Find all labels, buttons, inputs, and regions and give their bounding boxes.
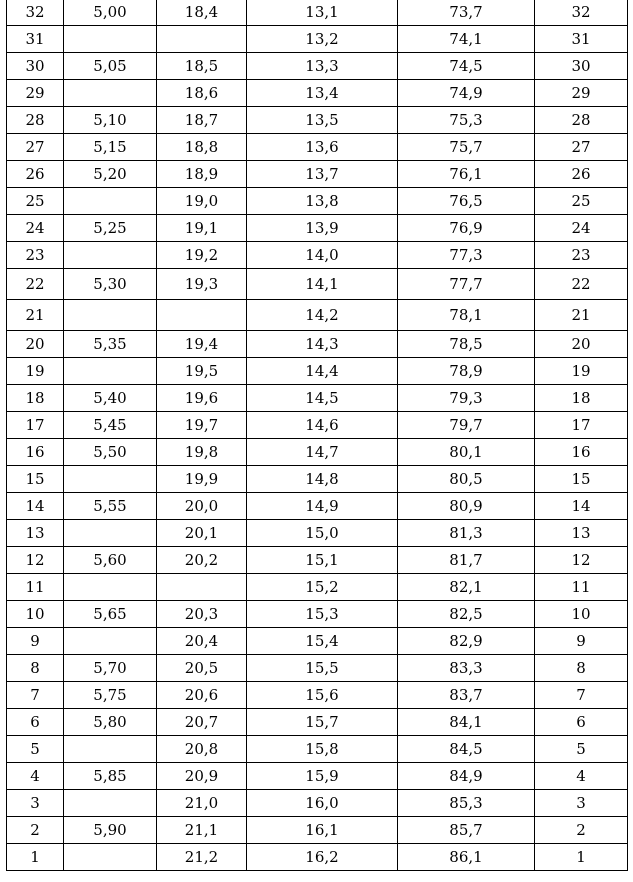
points-right-cell: 28 <box>535 107 628 134</box>
points-left-cell: 2 <box>7 817 64 844</box>
table-row <box>7 439 628 466</box>
points-left-cell: 11 <box>7 574 64 601</box>
points-right-cell: 14 <box>535 493 628 520</box>
points-right-cell: 15 <box>535 466 628 493</box>
value-a-cell: 5,20 <box>64 161 157 188</box>
value-d-cell: 83,7 <box>398 682 535 709</box>
value-b-cell: 19,8 <box>157 439 247 466</box>
value-a-cell: 5,15 <box>64 134 157 161</box>
points-right-cell: 2 <box>535 817 628 844</box>
points-right-cell: 23 <box>535 242 628 269</box>
table-row <box>7 736 628 763</box>
points-left-cell: 10 <box>7 601 64 628</box>
points-left-cell: 7 <box>7 682 64 709</box>
points-right-cell: 25 <box>535 188 628 215</box>
value-b-cell <box>157 26 247 53</box>
value-a-cell: 5,45 <box>64 412 157 439</box>
points-left-cell: 27 <box>7 134 64 161</box>
points-left-cell: 1 <box>7 844 64 871</box>
points-right-cell: 21 <box>535 300 628 331</box>
value-c-cell: 15,6 <box>247 682 398 709</box>
value-c-cell: 14,2 <box>247 300 398 331</box>
value-b-cell: 19,7 <box>157 412 247 439</box>
value-b-cell: 19,4 <box>157 331 247 358</box>
value-d-cell: 84,9 <box>398 763 535 790</box>
value-a-cell: 5,40 <box>64 385 157 412</box>
value-c-cell: 14,8 <box>247 466 398 493</box>
points-right-cell: 10 <box>535 601 628 628</box>
value-a-cell: 5,70 <box>64 655 157 682</box>
value-c-cell: 16,2 <box>247 844 398 871</box>
table-row <box>7 0 628 26</box>
value-b-cell: 20,8 <box>157 736 247 763</box>
points-left-cell: 24 <box>7 215 64 242</box>
value-b-cell: 18,7 <box>157 107 247 134</box>
table-row <box>7 53 628 80</box>
table-row <box>7 358 628 385</box>
value-b-cell: 19,3 <box>157 269 247 300</box>
table-row <box>7 628 628 655</box>
value-c-cell: 14,0 <box>247 242 398 269</box>
points-left-cell: 31 <box>7 26 64 53</box>
value-c-cell: 14,5 <box>247 385 398 412</box>
value-d-cell: 73,7 <box>398 0 535 26</box>
value-a-cell: 5,35 <box>64 331 157 358</box>
value-d-cell: 74,5 <box>398 53 535 80</box>
value-a-cell <box>64 736 157 763</box>
value-a-cell <box>64 574 157 601</box>
table-row <box>7 188 628 215</box>
value-b-cell <box>157 300 247 331</box>
value-b-cell: 20,2 <box>157 547 247 574</box>
value-c-cell: 16,1 <box>247 817 398 844</box>
points-left-cell: 4 <box>7 763 64 790</box>
value-d-cell: 75,3 <box>398 107 535 134</box>
value-b-cell: 19,1 <box>157 215 247 242</box>
points-left-cell: 6 <box>7 709 64 736</box>
table-row <box>7 385 628 412</box>
value-d-cell: 85,3 <box>398 790 535 817</box>
value-c-cell: 15,9 <box>247 763 398 790</box>
table-row <box>7 709 628 736</box>
points-right-cell: 6 <box>535 709 628 736</box>
points-left-cell: 19 <box>7 358 64 385</box>
table-row <box>7 790 628 817</box>
value-b-cell: 20,3 <box>157 601 247 628</box>
points-right-cell: 31 <box>535 26 628 53</box>
table-row <box>7 161 628 188</box>
value-a-cell <box>64 844 157 871</box>
points-left-cell: 25 <box>7 188 64 215</box>
points-left-cell: 23 <box>7 242 64 269</box>
points-right-cell: 30 <box>535 53 628 80</box>
points-right-cell: 24 <box>535 215 628 242</box>
points-left-cell: 15 <box>7 466 64 493</box>
value-c-cell: 13,3 <box>247 53 398 80</box>
value-b-cell: 21,0 <box>157 790 247 817</box>
value-c-cell: 13,1 <box>247 0 398 26</box>
table-row <box>7 655 628 682</box>
value-b-cell: 18,4 <box>157 0 247 26</box>
points-left-cell: 8 <box>7 655 64 682</box>
points-left-cell: 29 <box>7 80 64 107</box>
value-c-cell: 14,4 <box>247 358 398 385</box>
value-a-cell <box>64 628 157 655</box>
value-a-cell <box>64 466 157 493</box>
value-c-cell: 16,0 <box>247 790 398 817</box>
points-right-cell: 18 <box>535 385 628 412</box>
value-b-cell <box>157 574 247 601</box>
table-row <box>7 763 628 790</box>
table-row <box>7 412 628 439</box>
table-row <box>7 547 628 574</box>
value-b-cell: 19,0 <box>157 188 247 215</box>
value-b-cell: 18,9 <box>157 161 247 188</box>
points-right-cell: 5 <box>535 736 628 763</box>
points-right-cell: 12 <box>535 547 628 574</box>
value-d-cell: 78,1 <box>398 300 535 331</box>
value-d-cell: 84,1 <box>398 709 535 736</box>
points-right-cell: 17 <box>535 412 628 439</box>
value-a-cell <box>64 790 157 817</box>
value-d-cell: 74,9 <box>398 80 535 107</box>
value-a-cell: 5,90 <box>64 817 157 844</box>
value-d-cell: 81,7 <box>398 547 535 574</box>
value-b-cell: 19,5 <box>157 358 247 385</box>
value-d-cell: 82,9 <box>398 628 535 655</box>
value-a-cell: 5,85 <box>64 763 157 790</box>
value-a-cell: 5,00 <box>64 0 157 26</box>
table-row <box>7 844 628 871</box>
value-d-cell: 84,5 <box>398 736 535 763</box>
value-c-cell: 14,3 <box>247 331 398 358</box>
value-a-cell <box>64 242 157 269</box>
value-d-cell: 79,7 <box>398 412 535 439</box>
table-row <box>7 817 628 844</box>
value-a-cell <box>64 188 157 215</box>
value-b-cell: 20,0 <box>157 493 247 520</box>
points-right-cell: 22 <box>535 269 628 300</box>
table-row <box>7 601 628 628</box>
value-d-cell: 77,3 <box>398 242 535 269</box>
value-d-cell: 76,1 <box>398 161 535 188</box>
points-right-cell: 1 <box>535 844 628 871</box>
points-right-cell: 16 <box>535 439 628 466</box>
points-right-cell: 27 <box>535 134 628 161</box>
points-left-cell: 3 <box>7 790 64 817</box>
points-left-cell: 20 <box>7 331 64 358</box>
points-right-cell: 26 <box>535 161 628 188</box>
points-left-cell: 26 <box>7 161 64 188</box>
value-d-cell: 75,7 <box>398 134 535 161</box>
points-left-cell: 30 <box>7 53 64 80</box>
value-d-cell: 78,9 <box>398 358 535 385</box>
value-c-cell: 13,5 <box>247 107 398 134</box>
points-left-cell: 12 <box>7 547 64 574</box>
value-b-cell: 19,9 <box>157 466 247 493</box>
table-row <box>7 466 628 493</box>
points-left-cell: 5 <box>7 736 64 763</box>
value-d-cell: 80,9 <box>398 493 535 520</box>
value-a-cell: 5,50 <box>64 439 157 466</box>
table-row <box>7 574 628 601</box>
value-b-cell: 21,1 <box>157 817 247 844</box>
value-d-cell: 86,1 <box>398 844 535 871</box>
value-c-cell: 15,8 <box>247 736 398 763</box>
table-row <box>7 493 628 520</box>
value-d-cell: 80,5 <box>398 466 535 493</box>
value-d-cell: 76,5 <box>398 188 535 215</box>
value-c-cell: 13,4 <box>247 80 398 107</box>
value-b-cell: 20,4 <box>157 628 247 655</box>
score-table-body <box>7 0 628 871</box>
value-c-cell: 15,3 <box>247 601 398 628</box>
points-right-cell: 4 <box>535 763 628 790</box>
value-d-cell: 80,1 <box>398 439 535 466</box>
points-left-cell: 16 <box>7 439 64 466</box>
value-c-cell: 13,8 <box>247 188 398 215</box>
value-c-cell: 15,4 <box>247 628 398 655</box>
points-right-cell: 9 <box>535 628 628 655</box>
value-c-cell: 15,2 <box>247 574 398 601</box>
table-row <box>7 215 628 242</box>
value-d-cell: 85,7 <box>398 817 535 844</box>
value-d-cell: 77,7 <box>398 269 535 300</box>
value-d-cell: 74,1 <box>398 26 535 53</box>
value-d-cell: 83,3 <box>398 655 535 682</box>
points-right-cell: 11 <box>535 574 628 601</box>
points-right-cell: 13 <box>535 520 628 547</box>
value-a-cell <box>64 358 157 385</box>
value-c-cell: 15,7 <box>247 709 398 736</box>
table-row <box>7 242 628 269</box>
points-right-cell: 8 <box>535 655 628 682</box>
table-row <box>7 520 628 547</box>
points-right-cell: 7 <box>535 682 628 709</box>
value-c-cell: 15,5 <box>247 655 398 682</box>
value-a-cell: 5,80 <box>64 709 157 736</box>
value-b-cell: 20,9 <box>157 763 247 790</box>
points-left-cell: 9 <box>7 628 64 655</box>
value-c-cell: 14,6 <box>247 412 398 439</box>
value-d-cell: 81,3 <box>398 520 535 547</box>
value-a-cell: 5,75 <box>64 682 157 709</box>
table-row <box>7 26 628 53</box>
value-c-cell: 15,0 <box>247 520 398 547</box>
value-a-cell: 5,55 <box>64 493 157 520</box>
score-table <box>6 0 628 871</box>
value-d-cell: 82,5 <box>398 601 535 628</box>
value-d-cell: 79,3 <box>398 385 535 412</box>
value-c-cell: 14,1 <box>247 269 398 300</box>
value-c-cell: 15,1 <box>247 547 398 574</box>
value-c-cell: 13,2 <box>247 26 398 53</box>
table-row <box>7 331 628 358</box>
value-b-cell: 18,8 <box>157 134 247 161</box>
value-a-cell: 5,25 <box>64 215 157 242</box>
table-row <box>7 269 628 300</box>
value-c-cell: 13,6 <box>247 134 398 161</box>
value-b-cell: 19,2 <box>157 242 247 269</box>
value-a-cell <box>64 300 157 331</box>
value-a-cell: 5,30 <box>64 269 157 300</box>
value-a-cell: 5,10 <box>64 107 157 134</box>
points-right-cell: 3 <box>535 790 628 817</box>
value-a-cell: 5,05 <box>64 53 157 80</box>
points-left-cell: 17 <box>7 412 64 439</box>
value-b-cell: 19,6 <box>157 385 247 412</box>
value-c-cell: 14,9 <box>247 493 398 520</box>
table-row <box>7 300 628 331</box>
value-a-cell: 5,65 <box>64 601 157 628</box>
value-c-cell: 14,7 <box>247 439 398 466</box>
points-right-cell: 19 <box>535 358 628 385</box>
value-a-cell <box>64 80 157 107</box>
value-b-cell: 18,6 <box>157 80 247 107</box>
points-left-cell: 22 <box>7 269 64 300</box>
points-left-cell: 14 <box>7 493 64 520</box>
value-b-cell: 20,1 <box>157 520 247 547</box>
value-c-cell: 13,9 <box>247 215 398 242</box>
table-row <box>7 107 628 134</box>
table-row <box>7 134 628 161</box>
value-b-cell: 20,6 <box>157 682 247 709</box>
points-right-cell: 32 <box>535 0 628 26</box>
value-d-cell: 76,9 <box>398 215 535 242</box>
value-b-cell: 21,2 <box>157 844 247 871</box>
value-d-cell: 78,5 <box>398 331 535 358</box>
value-a-cell <box>64 520 157 547</box>
value-b-cell: 20,7 <box>157 709 247 736</box>
points-left-cell: 21 <box>7 300 64 331</box>
value-b-cell: 20,5 <box>157 655 247 682</box>
value-d-cell: 82,1 <box>398 574 535 601</box>
value-a-cell: 5,60 <box>64 547 157 574</box>
table-row <box>7 80 628 107</box>
value-a-cell <box>64 26 157 53</box>
value-b-cell: 18,5 <box>157 53 247 80</box>
points-right-cell: 20 <box>535 331 628 358</box>
points-left-cell: 18 <box>7 385 64 412</box>
points-left-cell: 13 <box>7 520 64 547</box>
table-row <box>7 682 628 709</box>
points-left-cell: 28 <box>7 107 64 134</box>
points-left-cell: 32 <box>7 0 64 26</box>
value-c-cell: 13,7 <box>247 161 398 188</box>
points-right-cell: 29 <box>535 80 628 107</box>
